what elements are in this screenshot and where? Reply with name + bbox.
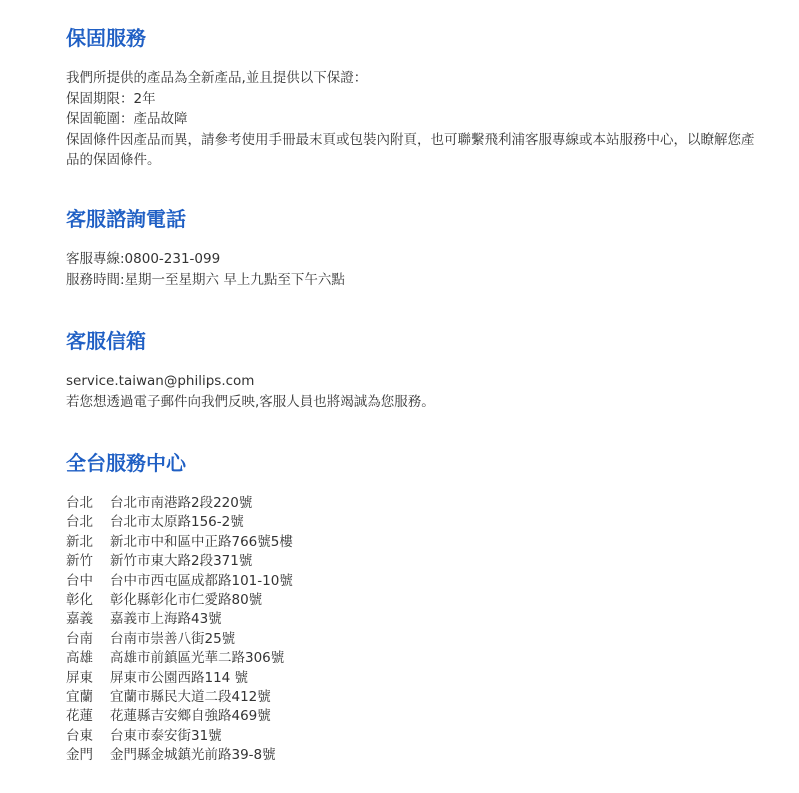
center-address: 屏東市公園西路114 號 xyxy=(110,669,249,686)
center-city: 台北 xyxy=(66,495,93,511)
list-item xyxy=(66,552,766,571)
center-address: 金門縣金城鎮光前路39-8號 xyxy=(110,747,276,764)
hotline-number: 客服專線:0800-231-099 xyxy=(66,251,221,267)
center-address: 台中市西屯區成都路101-10號 xyxy=(110,572,293,589)
hotline-heading: 客服諮詢電話 xyxy=(66,207,186,231)
center-city: 新竹 xyxy=(66,553,93,570)
center-city: 嘉義 xyxy=(66,611,93,628)
hotline-section xyxy=(66,207,766,290)
center-city: 宜蘭 xyxy=(66,689,93,706)
hotline-hours: 服務時間:星期一至星期六 早上九點至下午六點 xyxy=(66,271,345,288)
mailbox-body xyxy=(66,371,766,412)
warranty-intro: 我們所提供的產品為全新產品,並且提供以下保證： xyxy=(66,70,368,86)
list-item xyxy=(66,649,766,668)
center-address: 新竹市東大路2段371號 xyxy=(110,553,253,570)
center-address: 花蓮縣吉安鄉自強路469號 xyxy=(110,708,271,725)
center-city: 台北 xyxy=(66,514,93,531)
center-address: 高雄市前鎮區光華二路306號 xyxy=(110,650,285,667)
list-item xyxy=(66,494,766,513)
mailbox-section xyxy=(66,329,766,412)
service-centers-list xyxy=(66,494,766,766)
hotline-body xyxy=(66,249,766,290)
list-item xyxy=(66,572,766,591)
center-city: 金門 xyxy=(66,747,93,764)
warranty-heading: 保固服務 xyxy=(66,26,146,50)
center-city: 彰化 xyxy=(66,592,93,609)
list-item xyxy=(66,707,766,726)
center-city: 新北 xyxy=(66,533,93,550)
center-address: 嘉義市上海路43號 xyxy=(110,611,222,628)
center-address: 台南市崇善八街25號 xyxy=(110,630,236,647)
center-address: 彰化縣彰化市仁愛路80號 xyxy=(110,592,263,609)
list-item xyxy=(66,727,766,746)
list-item xyxy=(66,591,766,610)
list-item xyxy=(66,746,766,765)
center-address: 宜蘭市縣民大道二段412號 xyxy=(110,689,271,706)
center-address: 台北市太原路156-2號 xyxy=(110,514,244,531)
warranty-section xyxy=(66,26,766,171)
center-city: 高雄 xyxy=(66,650,93,667)
center-city: 台東 xyxy=(66,727,93,744)
warranty-body xyxy=(66,68,766,171)
mailbox-email: service.taiwan@philips.com xyxy=(66,373,255,389)
center-address: 台北市南港路2段220號 xyxy=(110,495,253,511)
list-item xyxy=(66,513,766,532)
center-city: 花蓮 xyxy=(66,708,93,725)
list-item xyxy=(66,610,766,629)
list-item xyxy=(66,630,766,649)
warranty-scope: 保固範圍：產品故障 xyxy=(66,111,188,127)
warranty-conditions: 保固條件因產品而異，請參考使用手冊最末頁或包裝內附頁，也可聯繫飛利浦客服專線或本站服務中心，以瞭解您產品的保固條件。 xyxy=(66,131,755,168)
center-city: 台中 xyxy=(66,572,93,589)
mailbox-note: 若您想透過電子郵件向我們反映,客服人員也將竭誠為您服務。 xyxy=(66,393,435,410)
center-address: 新北市中和區中正路766號5樓 xyxy=(110,533,293,550)
center-address: 台東市泰安街31號 xyxy=(110,727,222,744)
mailbox-heading: 客服信箱 xyxy=(66,329,146,353)
list-item xyxy=(66,533,766,552)
warranty-period: 保固期限：2年 xyxy=(66,90,156,107)
center-city: 屏東 xyxy=(66,669,93,686)
center-city: 台南 xyxy=(66,630,93,647)
service-centers-heading: 全台服務中心 xyxy=(66,451,186,475)
list-item xyxy=(66,669,766,688)
service-centers-section xyxy=(66,451,766,766)
list-item xyxy=(66,688,766,707)
